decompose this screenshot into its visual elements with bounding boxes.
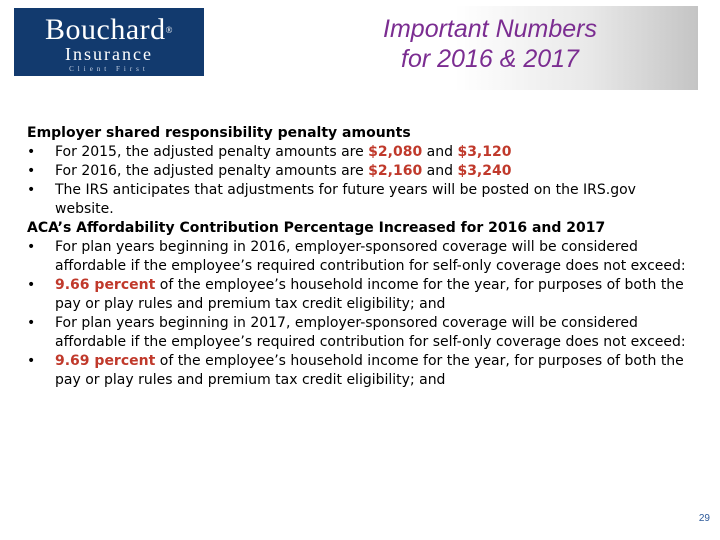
bullet-2016-affordability: • For plan years beginning in 2016, employer-sponsored coverage will be considered affordable if the employee’s required contribution for self-only coverage does not exceed: <box>27 238 687 276</box>
bullet-irs-note: • The IRS anticipates that adjustments for future years will be posted on the IRS.gov website. <box>27 181 687 219</box>
section-heading-affordability: ACA’s Affordability Contribution Percentage Increased for 2016 and 2017 <box>27 220 606 236</box>
penalty-amount: $3,120 <box>457 144 512 160</box>
bullet-text: and <box>422 144 458 160</box>
logo-name-text: Bouchard <box>45 13 166 46</box>
logo-subtitle: Insurance <box>65 44 153 64</box>
title-line-1: Important Numbers <box>383 15 597 43</box>
title-line-2: for 2016 & 2017 <box>401 45 579 73</box>
bullet-2015-penalty <box>27 143 687 162</box>
page-number: 29 <box>698 513 710 524</box>
bullet-2017-affordability: • For plan years beginning in 2017, employer-sponsored coverage will be considered affordable if the employee’s required contribution for self-only coverage does not exceed: <box>27 314 687 352</box>
percent-value: 9.66 percent <box>55 277 156 293</box>
logo-registered-mark: ® <box>165 25 173 35</box>
penalty-amount: $2,080 <box>368 144 423 160</box>
bouchard-insurance-logo <box>14 8 204 76</box>
logo-name <box>14 14 204 46</box>
section-heading-penalty: Employer shared responsibility penalty amounts <box>27 125 411 141</box>
bullet-text: of the employee’s household income for the year, for purposes of both the pay or play rules and premium tax credit eligibility; and <box>55 277 684 312</box>
bullet-969-percent <box>27 352 687 390</box>
bullet-text: For 2016, the adjusted penalty amounts are <box>55 163 369 179</box>
bullet-966-percent <box>27 276 687 314</box>
slide-title <box>300 14 680 74</box>
logo-tagline: Client First <box>69 65 149 73</box>
bullet-2016-penalty <box>27 162 687 181</box>
bullet-text: For 2015, the adjusted penalty amounts are <box>55 144 369 160</box>
bullet-text: of the employee’s household income for the year, for purposes of both the pay or play rules and premium tax credit eligibility; and <box>55 353 684 388</box>
slide-content <box>27 124 687 390</box>
bullet-text: and <box>422 163 458 179</box>
penalty-amount: $2,160 <box>368 163 423 179</box>
percent-value: 9.69 percent <box>55 353 156 369</box>
penalty-amount: $3,240 <box>457 163 512 179</box>
